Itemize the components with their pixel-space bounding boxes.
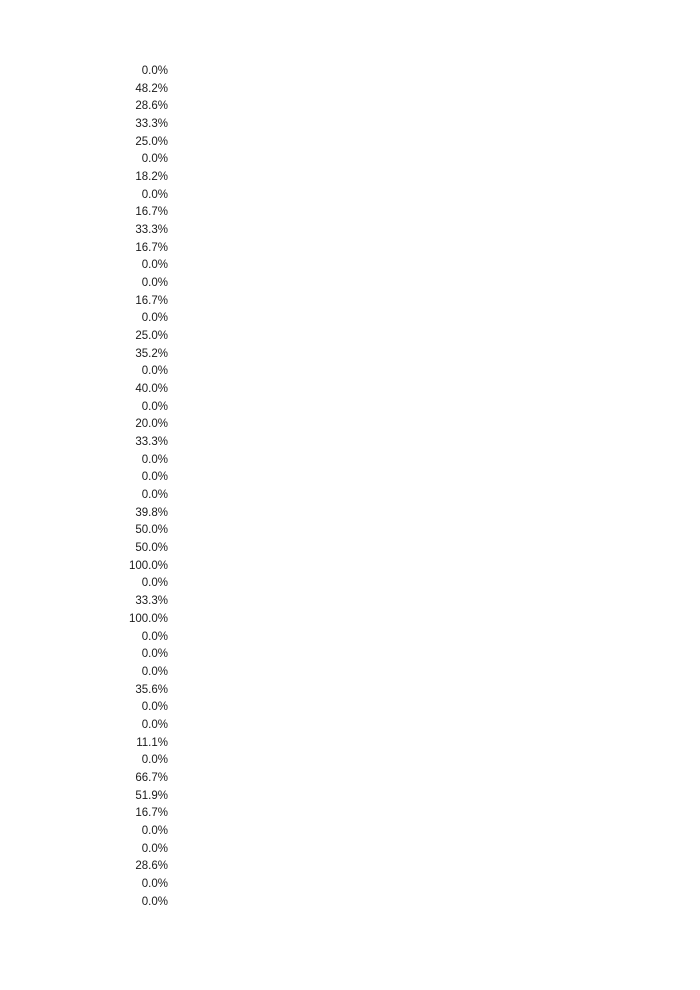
percentage-cell: 0.0% [141, 453, 168, 466]
percentage-cell: 33.3% [135, 436, 168, 449]
percentage-cell: 33.3% [135, 224, 168, 237]
percentage-cell: 0.0% [141, 471, 168, 484]
percentage-cell: 18.2% [135, 171, 168, 184]
percentage-cell: 39.8% [135, 506, 168, 519]
percentage-cell: 11.1% [136, 736, 168, 749]
percentage-cell: 51.9% [135, 789, 168, 802]
percentage-cell: 0.0% [141, 718, 168, 731]
percentage-cell: 0.0% [141, 153, 168, 166]
percentage-cell: 28.6% [135, 100, 168, 113]
percentage-cell: 16.7% [135, 294, 168, 307]
percentage-cell: 0.0% [141, 65, 168, 77]
percentage-cell: 0.0% [141, 630, 168, 643]
percentage-cell: 35.2% [135, 347, 168, 360]
percentage-cell: 100.0% [128, 612, 168, 625]
percentage-cell: 20.0% [135, 418, 168, 431]
percentage-cell: 16.7% [135, 807, 168, 820]
percentage-cell: 0.0% [141, 577, 168, 590]
percentage-cell: 0.0% [141, 824, 168, 837]
percentage-cell: 0.0% [141, 400, 168, 413]
percentage-cell: 25.0% [135, 135, 168, 148]
percentage-cell: 0.0% [141, 188, 168, 201]
percentage-cell: 0.0% [141, 665, 168, 678]
percentage-cell: 0.0% [141, 877, 168, 890]
percentage-cell: 35.6% [135, 683, 168, 696]
percentage-column [100, 63, 168, 911]
percentage-cell: 0.0% [141, 754, 168, 767]
percentage-cell: 0.0% [141, 701, 168, 714]
percentage-cell: 0.0% [141, 842, 168, 855]
percentage-cell: 33.3% [135, 118, 168, 131]
percentage-cell: 28.6% [135, 860, 168, 873]
percentage-cell: 33.3% [135, 595, 168, 608]
percentage-cell: 16.7% [135, 206, 168, 219]
percentage-cell: 50.0% [135, 524, 168, 537]
percentage-cell: 100.0% [128, 559, 168, 572]
percentage-cell: 0.0% [141, 312, 168, 325]
percentage-cell: 0.0% [141, 648, 168, 661]
percentage-cell: 40.0% [135, 383, 168, 396]
percentage-cell: 0.0% [141, 365, 168, 378]
percentage-cell: 0.0% [141, 277, 168, 290]
percentage-cell: 0.0% [141, 259, 168, 272]
percentage-cell: 48.2% [135, 82, 168, 95]
percentage-cell: 0.0% [141, 895, 168, 908]
percentage-cell: 66.7% [135, 771, 168, 784]
percentage-cell: 25.0% [135, 330, 168, 343]
percentage-cell: 50.0% [135, 542, 168, 555]
percentage-cell: 16.7% [135, 241, 168, 254]
percentage-cell: 0.0% [141, 489, 168, 502]
